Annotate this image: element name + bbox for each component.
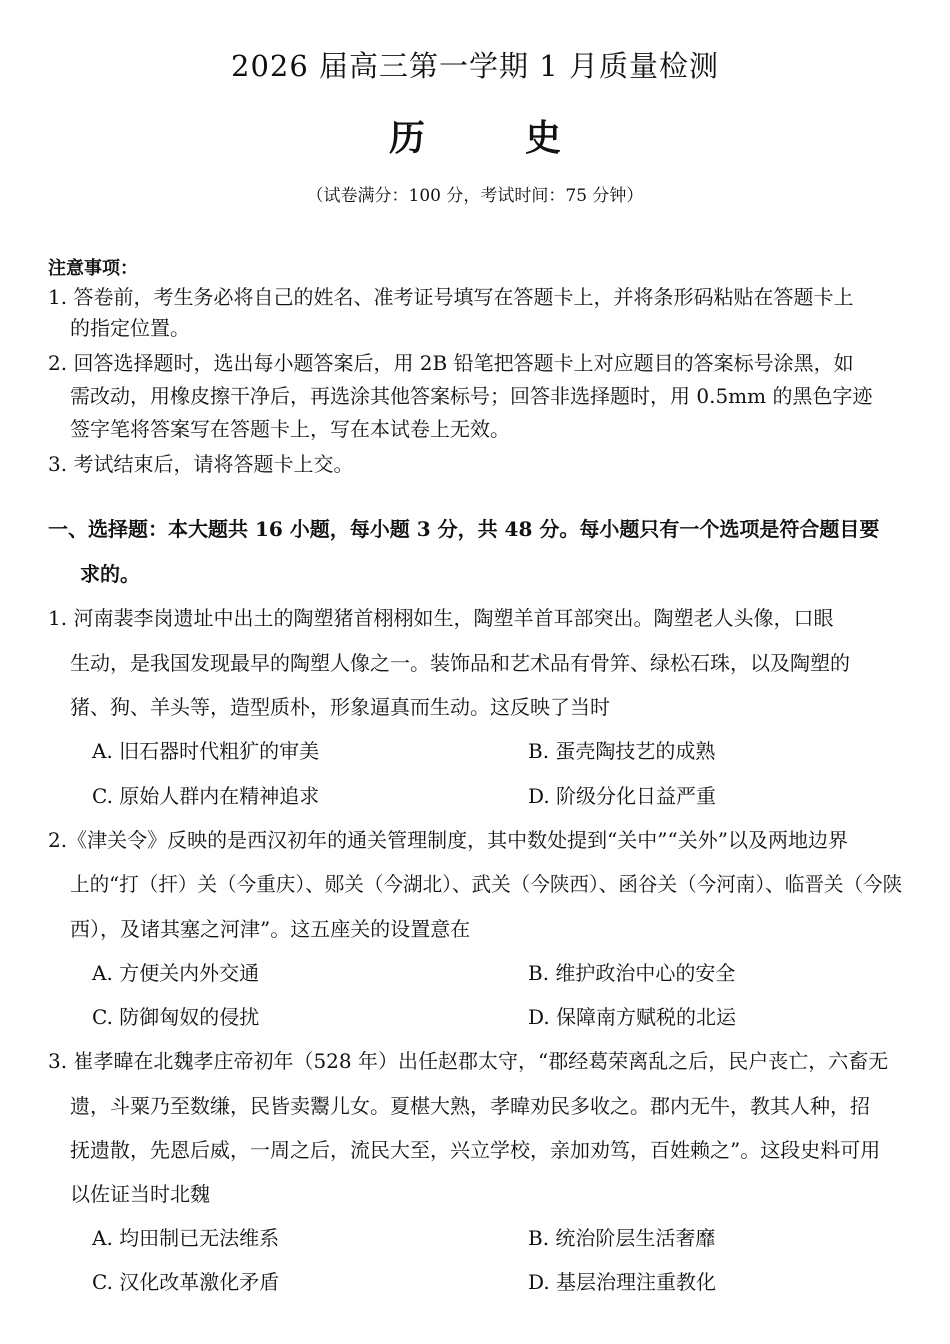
- option-a: A. 方便关内外交通: [92, 961, 260, 985]
- exam-info: （试卷满分：100 分，考试时间：75 分钟）: [306, 186, 644, 206]
- question-text: 1. 河南裴李岗遗址中出土的陶塑猪首栩栩如生，陶塑羊首耳部突出。陶塑老人头像，口眼: [48, 606, 834, 630]
- notes-line: 签字笔将答案写在答题卡上，写在本试卷上无效。: [70, 417, 510, 441]
- question-text: 以佐证当时北魏: [70, 1182, 210, 1206]
- question-text: 3. 崔孝暐在北魏孝庄帝初年（528 年）出任赵郡太守，“郡经葛荣离乱之后，民户丧亡，六畜无: [48, 1049, 889, 1073]
- subject-title: [0, 110, 950, 161]
- option-c: C. 原始人群内在精神追求: [92, 784, 320, 808]
- notes-line: 的指定位置。: [70, 316, 190, 340]
- option-a: A. 旧石器时代粗犷的审美: [92, 739, 320, 763]
- option-d: D. 基层治理注重教化: [528, 1270, 717, 1294]
- question-text: 上的“打（扞）关（今重庆）、郧关（今湖北）、武关（今陕西）、函谷关（今河南）、临晋关（今陕: [70, 872, 903, 896]
- question-text: 猪、狗、羊头等，造型质朴，形象逼真而生动。这反映了当时: [70, 695, 610, 719]
- question-text: 抚遗散，先恩后威，一周之后，流民大至，兴立学校，亲加劝笃，百姓赖之”。这段史料可用: [70, 1138, 881, 1162]
- subject-char-1: 历: [388, 117, 425, 159]
- exam-title: 2026 届高三第一学期 1 月质量检测: [231, 49, 719, 83]
- question-text: 遗，斗粟乃至数缣，民皆卖鬻儿女。夏椹大熟，孝暐劝民多收之。郡内无牛，教其人种，招: [70, 1094, 870, 1118]
- notes-heading: 注意事项：: [48, 258, 138, 279]
- notes-line: 2. 回答选择题时，选出每小题答案后，用 2B 铅笔把答题卡上对应题目的答案标号涂黑，如: [48, 351, 854, 375]
- subject-char-2: 史: [525, 117, 562, 159]
- option-b: B. 蛋壳陶技艺的成熟: [528, 739, 716, 763]
- option-d: D. 保障南方赋税的北运: [528, 1005, 737, 1029]
- question-text: 西），及诸其塞之河津”。这五座关的设置意在: [70, 917, 471, 941]
- section-heading: 一、选择题：本大题共 16 小题，每小题 3 分，共 48 分。每小题只有一个选项是符合题目要: [48, 517, 880, 541]
- option-d: D. 阶级分化日益严重: [528, 784, 717, 808]
- option-c: C. 防御匈奴的侵扰: [92, 1005, 260, 1029]
- option-b: B. 维护政治中心的安全: [528, 961, 736, 985]
- section-heading-cont: 求的。: [80, 562, 140, 586]
- option-c: C. 汉化改革激化矛盾: [92, 1270, 280, 1294]
- notes-line: 1. 答卷前，考生务必将自己的姓名、准考证号填写在答题卡上，并将条形码粘贴在答题卡上: [48, 285, 854, 309]
- notes-line: 需改动，用橡皮擦干净后，再选涂其他答案标号；回答非选择题时，用 0.5mm 的黑色字迹: [70, 384, 873, 408]
- question-text: 2.《津关令》反映的是西汉初年的通关管理制度，其中数处提到“关中”“关外”以及两地边界: [48, 828, 848, 852]
- option-b: B. 统治阶层生活奢靡: [528, 1226, 716, 1250]
- option-a: A. 均田制已无法维系: [92, 1226, 280, 1250]
- notes-line: 3. 考试结束后，请将答题卡上交。: [48, 452, 354, 476]
- question-text: 生动，是我国发现最早的陶塑人像之一。装饰品和艺术品有骨笄、绿松石珠，以及陶塑的: [70, 651, 850, 675]
